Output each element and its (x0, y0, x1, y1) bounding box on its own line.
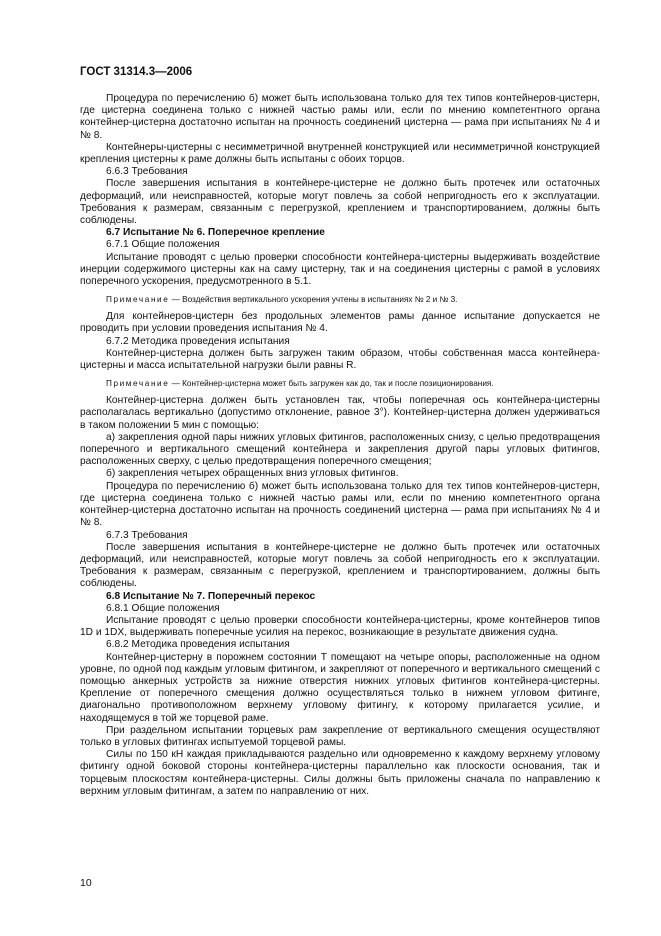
note-text: — Контейнер-цистерна может быть загружен как до, так и после позиционирования. (169, 379, 494, 389)
paragraph: Процедура по перечислению б) может быть использована только для тех типов контейнеров-цистерн, где цистерна соединена только с нижней частью рамы или, если по мнению компетентного органа контейнер-цистерна достаточно испытан на прочность соединений цистерна — рама при испытаниях № 4 и № 8. (80, 480, 600, 529)
paragraph: После завершения испытания в контейнере-цистерне не должно быть протечек или остаточных деформаций, или неисправностей, которые могут повлечь за собой непригодность его к эксплуатации. Требования к размерам, связанным с перегрузкой, креплением и транспортированием, должны быть соблюдены. (80, 541, 600, 590)
document-header: ГОСТ 31314.3—2006 (80, 66, 193, 78)
paragraph: Контейнер-цистерна должен быть установлен так, чтобы поперечная ось контейнера-цистерны располагалась вертикально (допустимо отклонение, равное 3°). Контейнер-цистерна должен удерживаться в таком положении 5 мин с помощью: (80, 395, 600, 431)
paragraph: Контейнеры-цистерны с несимметричной внутренней конструкцией или несимметричной конструкцией крепления цистерны к раме должны быть испытаны с обоих торцов. (80, 141, 600, 166)
section-heading: 6.7.3 Требования (106, 529, 188, 541)
note-label: Примечание (106, 379, 170, 389)
paragraph: Контейнер-цистерну в порожнем состоянии T помещают на четыре опоры, расположенные на одном уровне, по одной под каждым угловым фитингом, и закрепляют от поперечного и вертикального смещений с помощью анкерных устройств за нижние отверстия нижних угловых фитингов контейнера-цистерны. Крепление от поперечного смещения должно осуществляться только в нижнем угловом фитинге, диагонально противоположном верхнему угловому фитингу, к которому прилагается усилие, и находящемуся в той же торцевой раме. (80, 651, 600, 724)
paragraph: При раздельном испытании торцевых рам закрепление от вертикального смещения осуществляют только в угловых фитингах испытуемой торцевой рамы. (80, 724, 600, 748)
section-heading: 6.8.1 Общие положения (106, 602, 220, 614)
paragraph: Испытание проводят с целью проверки способности контейнера-цистерны, кроме контейнеров типов 1D и 1DX, выдерживать поперечные усилия на перекос, возникающие в результате движения судна. (80, 614, 600, 639)
paragraph: Для контейнеров-цистерн без продольных элементов рамы данное испытание допускается не проводить при условии проведения испытания № 4. (80, 311, 600, 335)
paragraph: После завершения испытания в контейнере-цистерне не должно быть протечек или остаточных деформаций, или неисправностей, которые могут повлечь за собой непригодность его к эксплуатации. Требования к размерам, связанным с перегрузкой, креплением и транспортированием, должны быть соблюдены. (80, 178, 600, 227)
page-number: 10 (80, 877, 92, 889)
section-heading: 6.7.1 Общие положения (106, 239, 220, 251)
paragraph: Контейнер-цистерна должен быть загружен таким образом, чтобы собственная масса контейнера-цистерны и масса испытательной нагрузки были равны R. (80, 347, 600, 372)
section-heading: 6.6.3 Требования (106, 166, 188, 178)
note-text: — Воздействия вертикального ускорения учтены в испытаниях № 2 и № 3. (169, 295, 458, 305)
note-label: Примечание (106, 295, 170, 305)
section-title: 6.8 Испытание № 7. Поперечный перекос (106, 590, 316, 602)
document-body (80, 93, 600, 798)
section-title: 6.7 Испытание № 6. Поперечное крепление (106, 227, 325, 239)
note (80, 378, 600, 389)
note (80, 294, 600, 305)
paragraph: Испытание проводят с целью проверки способности контейнера-цистерны выдерживать воздействие инерции содержимого цистерны как на саму цистерну, так и на соединения цистерны с рамой в условиях поперечного ускорения, предусмотренного в 5.1. (80, 251, 600, 288)
paragraph: Процедура по перечислению б) может быть использована только для тех типов контейнеров-цистерн, где цистерна соединена только с нижней частью рамы или, если по мнению компетентного органа контейнер-цистерна достаточно испытан на прочность соединений цистерна — рама при испытаниях № 4 и № 8. (80, 93, 600, 141)
section-heading: 6.7.2 Методика проведения испытания (106, 335, 290, 347)
paragraph: Силы по 150 кН каждая прикладываются раздельно или одновременно к каждому верхнему угловому фитингу одной боковой стороны контейнера-цистерны параллельно как плоскости основания, так и торцевым плоскостям контейнера-цистерны. Силы должны быть приложены сначала по направлению к верхним угловым фитингам, а затем по направлению от них. (80, 749, 600, 797)
list-item: а) закрепления одной пары нижних угловых фитингов, расположенных снизу, с целью предотвращения поперечного и вертикального смещений контейнера и закрепления другой пары угловых фитингов, расположенных сверху, с целью предотвращения поперечного смещения; (80, 431, 600, 468)
section-heading: 6.8.2 Методика проведения испытания (106, 639, 290, 651)
list-item: б) закрепления четырех обращенных вниз угловых фитингов. (106, 468, 399, 480)
